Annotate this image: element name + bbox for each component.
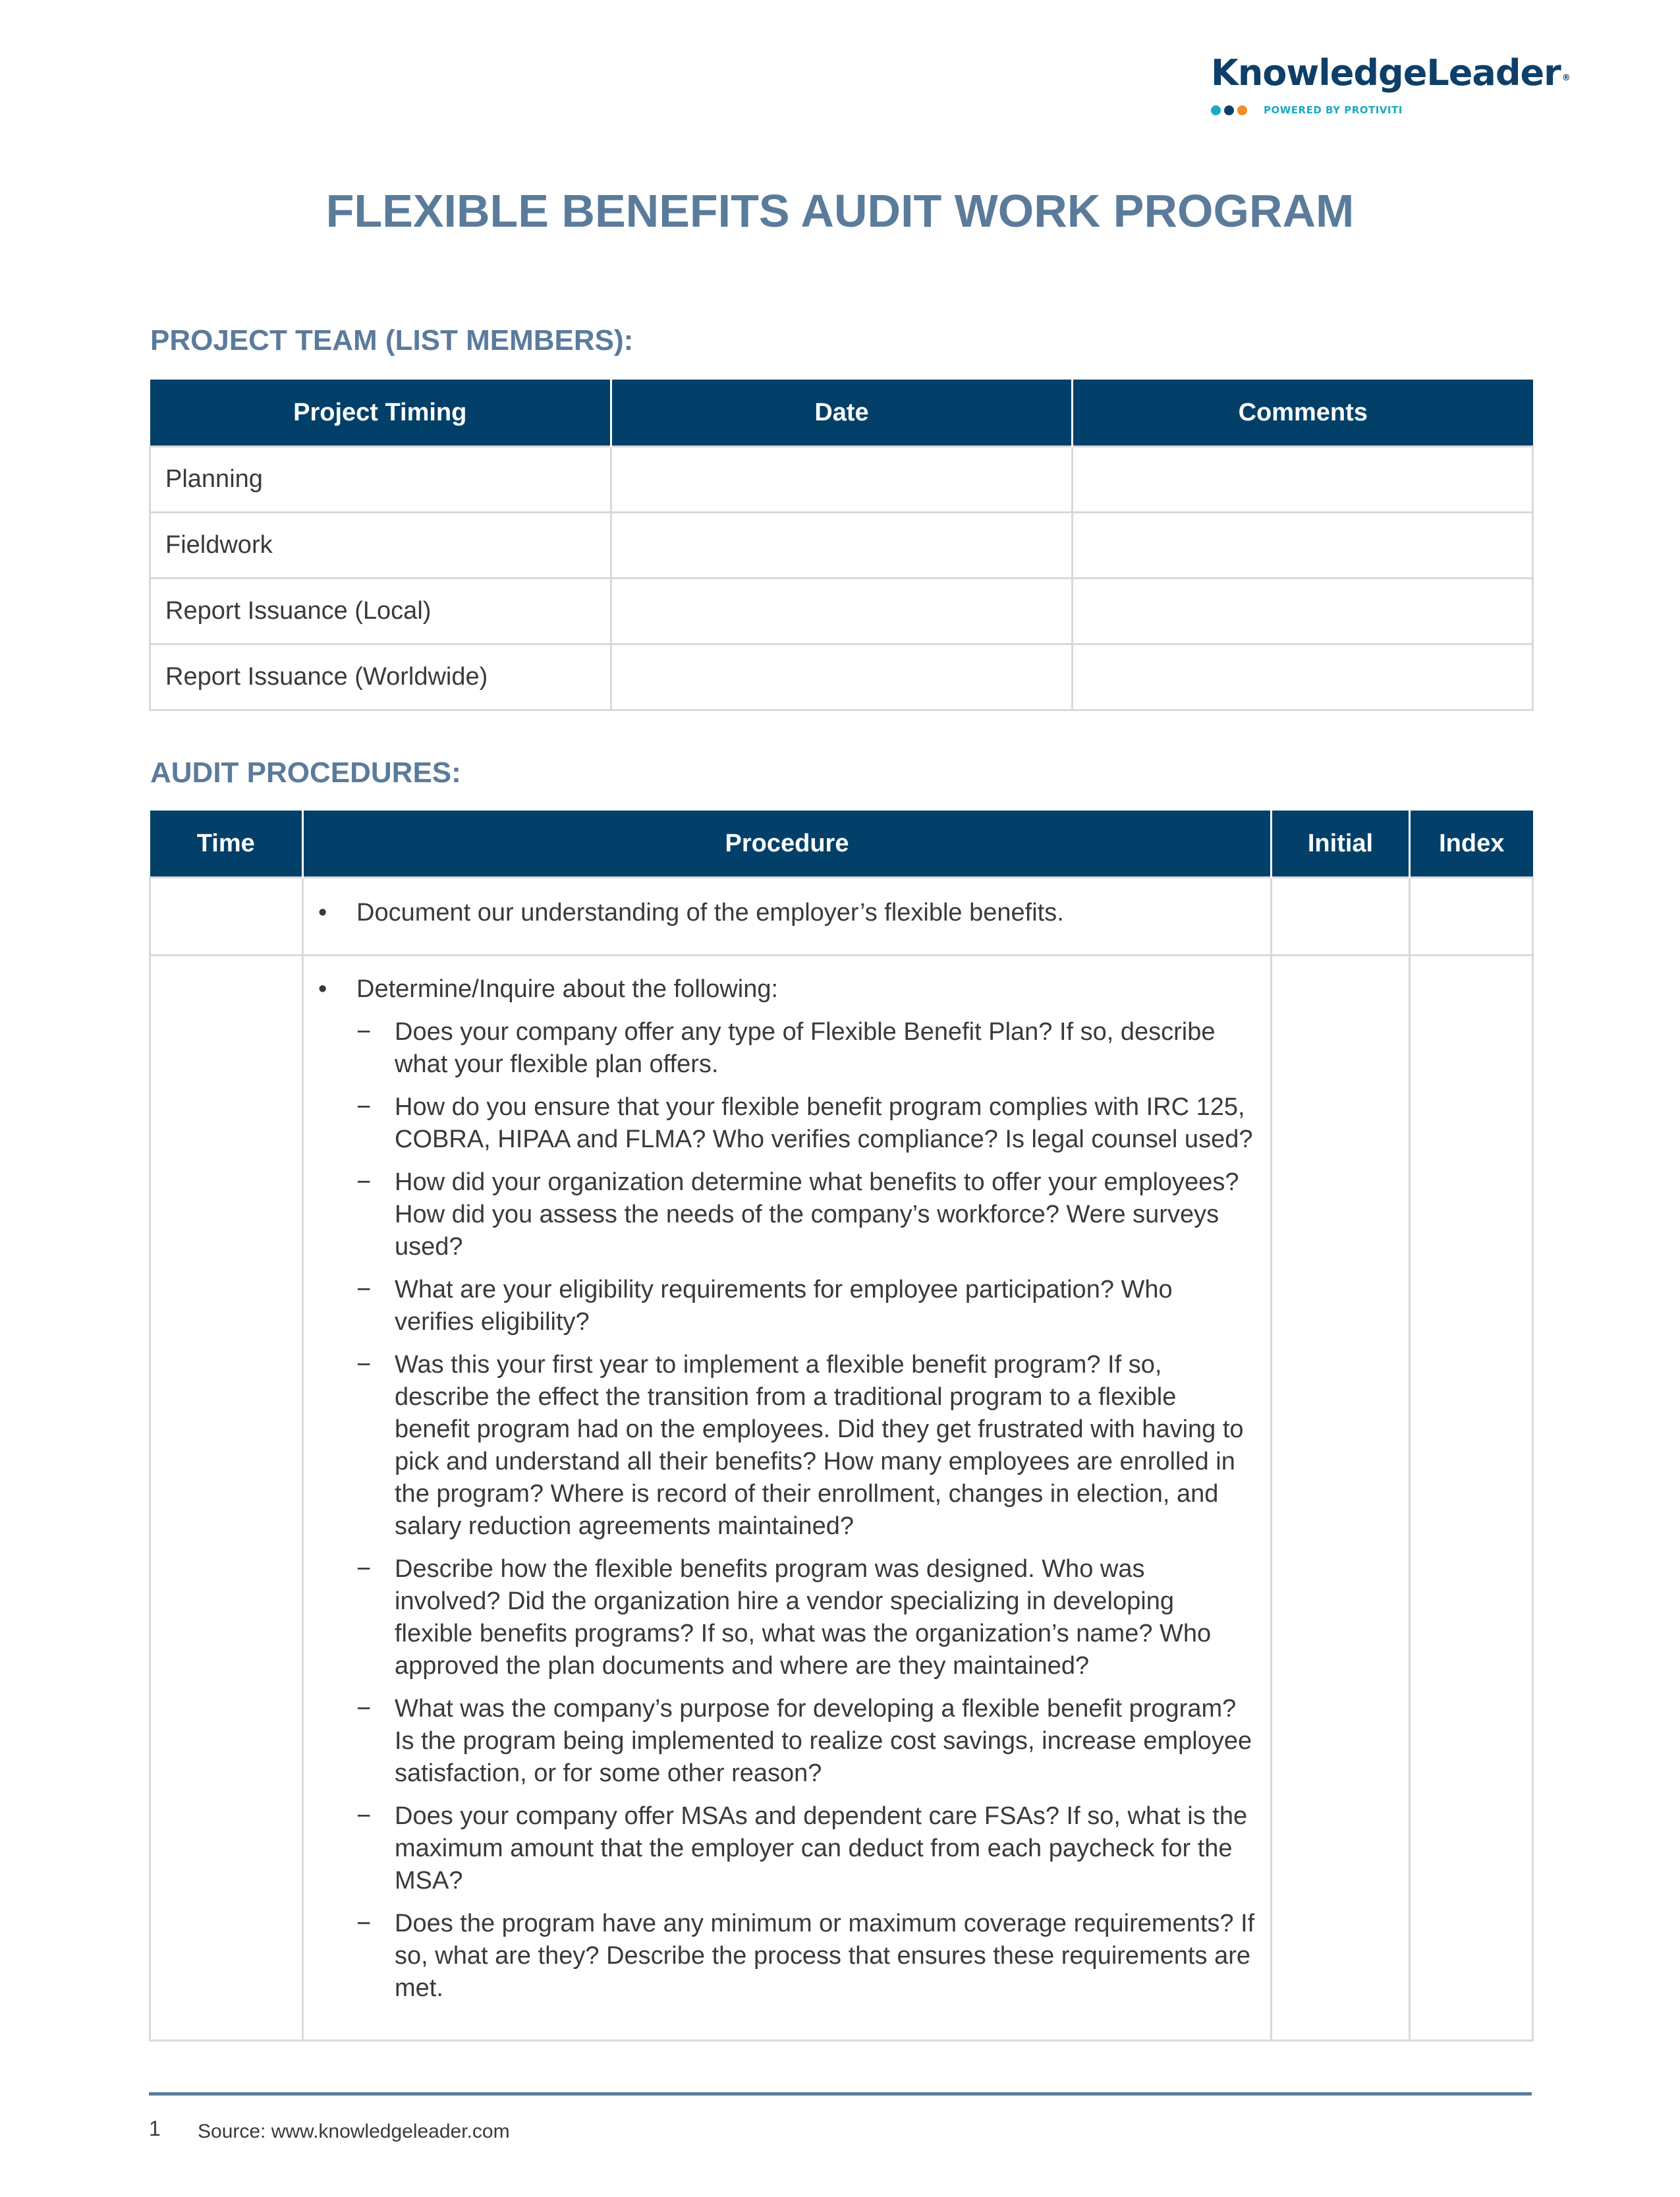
procedure-subitem [318,1274,1257,1338]
column-header-initial: Initial [1272,811,1410,878]
procedure-subitem [318,1349,1257,1543]
comments-cell[interactable] [1073,579,1533,644]
column-header-index: Index [1410,811,1533,878]
procedure-text: Document our understanding of the employer’s flexible benefits. [356,899,1064,927]
index-cell[interactable] [1410,956,1533,2041]
initial-cell[interactable] [1272,956,1410,2041]
procedure-subitem [318,1553,1257,1682]
page-number: 1 [149,2117,161,2140]
procedure-bullet [318,973,1257,1006]
subitem-text: How did your organization determine what benefits to offer your employees? How did you assess the needs of the company’s workforce? Were surveys used? [395,1168,1239,1261]
table-row [150,956,1533,2041]
bullet-icon: • [318,975,327,1003]
date-cell[interactable] [611,579,1073,644]
column-header-time: Time [150,811,303,878]
timing-cell: Report Issuance (Local) [150,579,611,644]
comments-cell[interactable] [1073,447,1533,513]
procedure-subitem [318,1908,1257,2005]
logo-tagline-row [1211,104,1540,116]
table-row [150,878,1533,956]
subitem-text: What are your eligibility requirements for employee participation? Who verifies eligibility? [395,1276,1173,1336]
subitem-text: How do you ensure that your flexible benefit program complies with IRC 125, COBRA, HIPAA and FLMA? Who verifies compliance? Is legal counsel used? [395,1093,1253,1153]
comments-cell[interactable] [1073,644,1533,710]
audit-procedures-table [149,811,1534,2041]
table-row [150,447,1533,513]
date-cell[interactable] [611,447,1073,513]
procedure-subitem [318,1800,1257,1897]
column-header-procedure: Procedure [303,811,1272,878]
column-header-date: Date [611,380,1073,447]
audit-procedures-heading: AUDIT PROCEDURES: [150,756,461,789]
project-team-heading: PROJECT TEAM (LIST MEMBERS): [150,324,634,357]
subitem-text: What was the company’s purpose for developing a flexible benefit program? Is the program being implemented to realize cost savings, increase employee satisfaction, or for some other reason? [395,1695,1252,1787]
source-note: Source: www.knowledgeleader.com [198,2121,510,2142]
time-cell[interactable] [150,878,303,956]
initial-cell[interactable] [1272,878,1410,956]
logo-wordmark: KnowledgeLeader [1211,52,1561,94]
dot-teal-icon [1211,105,1221,115]
table-row [150,579,1533,644]
footer-divider [149,2092,1532,2096]
subitem-text: Does your company offer any type of Flexible Benefit Plan? If so, describe what your flexible plan offers. [395,1018,1216,1078]
index-cell[interactable] [1410,878,1533,956]
dash-icon: − [356,1802,372,1830]
timing-cell: Fieldwork [150,513,611,579]
procedure-text: Determine/Inquire about the following: [356,975,779,1003]
subitem-text: Describe how the flexible benefits program was designed. Who was involved? Did the organization hire a vendor specializing in developing flexible benefits programs? If so, what was the organization’s name? Who approved the plan documents and where are they maintained? [395,1555,1212,1680]
dash-icon: − [356,1093,372,1121]
table-header-row [150,380,1533,447]
dash-icon: − [356,1910,372,1937]
dot-navy-icon [1224,105,1234,115]
knowledgeleader-logo [1211,51,1570,116]
document-title: FLEXIBLE BENEFITS AUDIT WORK PROGRAM [325,185,1355,237]
procedure-subitem [318,1693,1257,1790]
dash-icon: − [356,1276,372,1303]
table-row [150,513,1533,579]
project-timing-table [149,380,1534,711]
registered-mark: ® [1561,73,1570,83]
bullet-icon: • [318,899,327,927]
timing-cell: Report Issuance (Worldwide) [150,644,611,710]
dash-icon: − [356,1018,372,1046]
procedure-bullet [318,897,1257,929]
procedure-subitem [318,1016,1257,1081]
procedure-subitem [318,1091,1257,1156]
logo-tagline: POWERED BY PROTIVITI [1264,104,1403,116]
dash-icon: − [356,1555,372,1583]
procedure-cell [303,878,1272,956]
column-header-comments: Comments [1073,380,1533,447]
date-cell[interactable] [611,513,1073,579]
subitem-text: Does your company offer MSAs and dependent care FSAs? If so, what is the maximum amount that the employer can deduct from each paycheck for the MSA? [395,1802,1248,1895]
date-cell[interactable] [611,644,1073,710]
dash-icon: − [356,1695,372,1723]
subitem-text: Was this your first year to implement a flexible benefit program? If so, describe the effect the transition from a traditional program to a flexible benefit program had on the employees. Did they get frustrated with having to pick and understand all their benefits? How many employees are enrolled in the program? Where is record of their enrollment, changes in election, and salary reduction agreements maintained? [395,1351,1244,1540]
dot-orange-icon [1237,105,1247,115]
procedure-subitem [318,1166,1257,1263]
subitem-text: Does the program have any minimum or maximum coverage requirements? If so, what are they? Describe the process that ensures these requirements are met. [395,1910,1255,2002]
table-row [150,644,1533,710]
column-header-project-timing: Project Timing [150,380,611,447]
dash-icon: − [356,1351,372,1379]
comments-cell[interactable] [1073,513,1533,579]
procedure-cell [303,956,1272,2041]
table-header-row [150,811,1533,878]
time-cell[interactable] [150,956,303,2041]
timing-cell: Planning [150,447,611,513]
dash-icon: − [356,1168,372,1196]
